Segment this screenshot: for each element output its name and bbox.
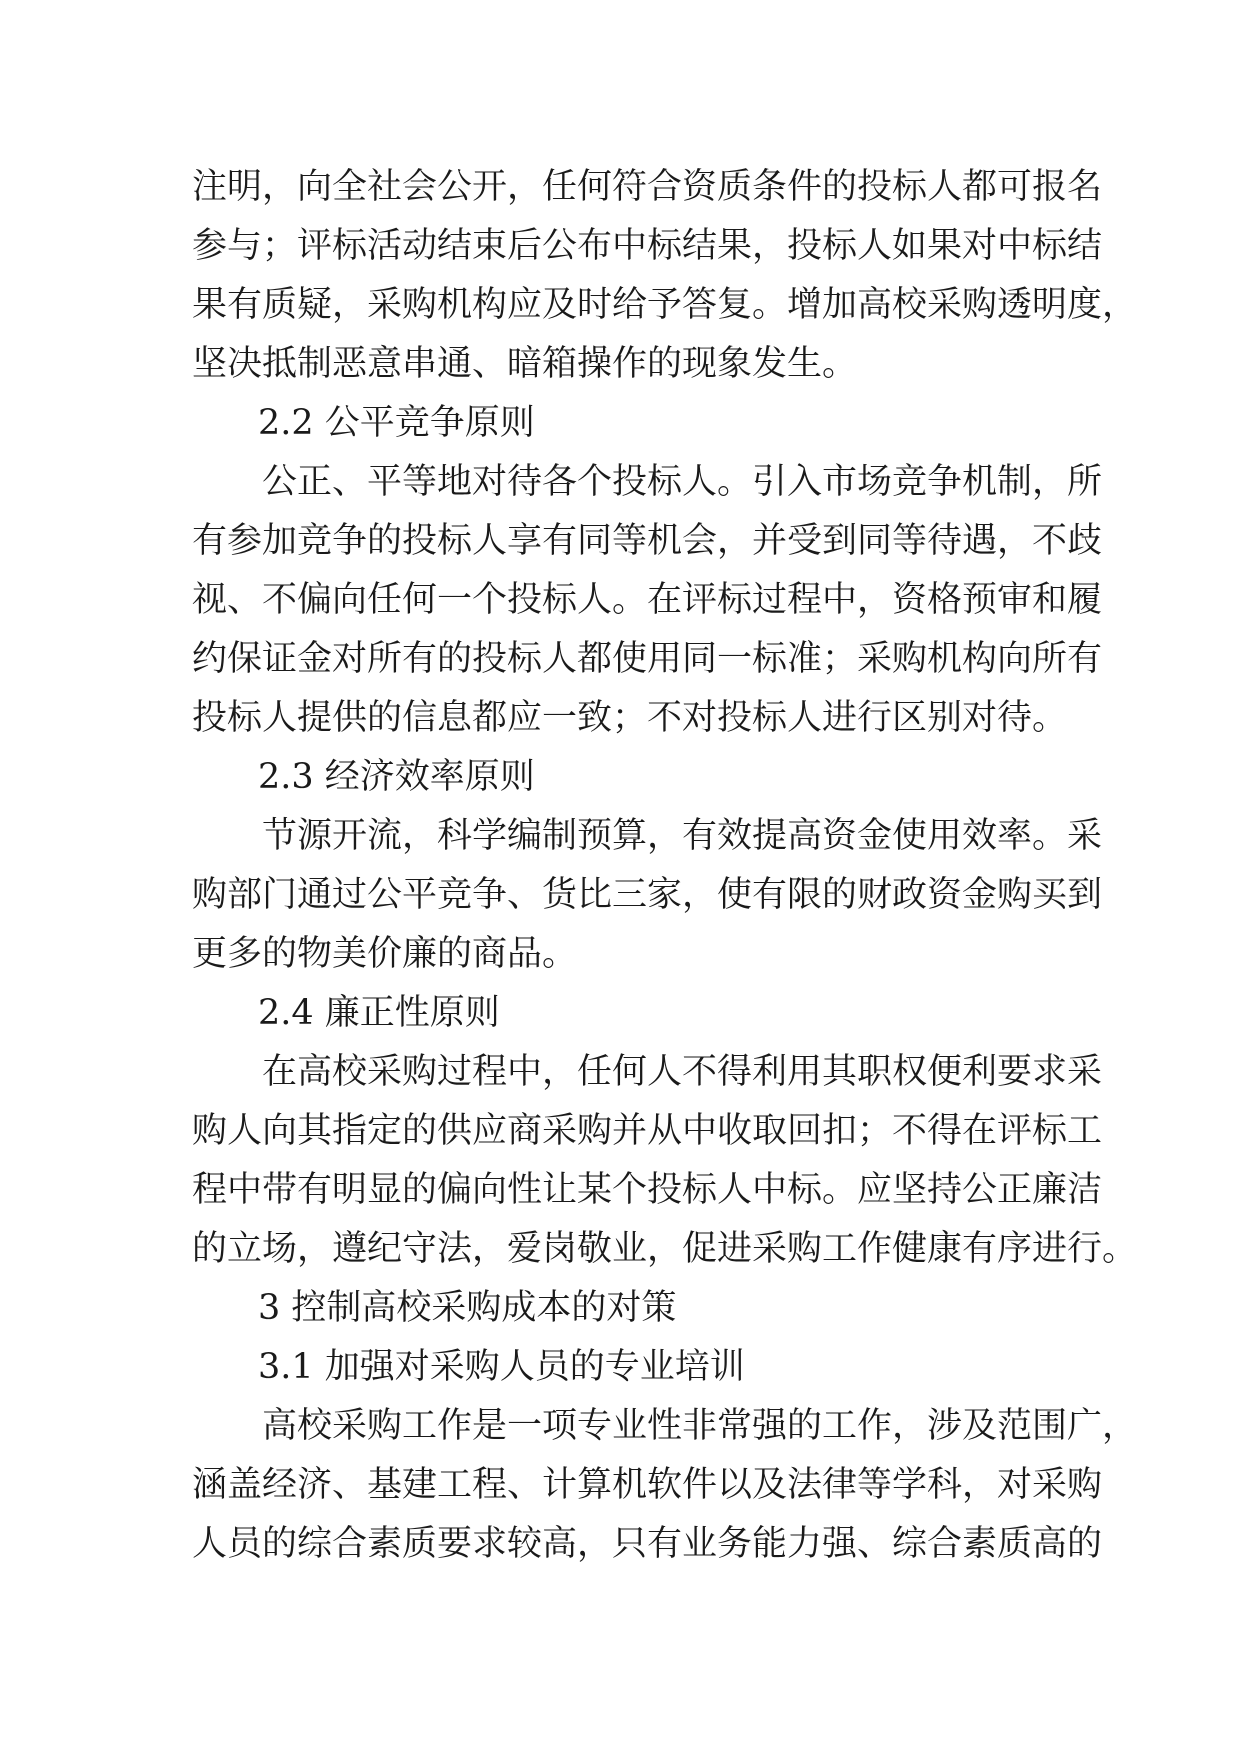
paragraph-line: 更多的物美价廉的商品。	[192, 934, 578, 974]
section-heading: 2.4 廉正性原则	[258, 993, 500, 1033]
document-page	[192, 158, 1138, 1574]
paragraph-line: 高校采购工作是一项专业性非常强的工作，涉及范围广，	[262, 1406, 1138, 1446]
paragraph-line: 注明，向全社会公开，任何符合资质条件的投标人都可报名	[192, 167, 1103, 207]
paragraph-line: 程中带有明显的偏向性让某个投标人中标。应坚持公正廉洁	[192, 1170, 1103, 1210]
paragraph-line: 果有质疑，采购机构应及时给予答复。增加高校采购透明度，	[192, 285, 1138, 325]
paragraph-line: 有参加竞争的投标人享有同等机会，并受到同等待遇，不歧	[192, 521, 1103, 561]
paragraph-line: 节源开流，科学编制预算，有效提高资金使用效率。采	[262, 816, 1103, 856]
paragraph-line: 购部门通过公平竞争、货比三家，使有限的财政资金购买到	[192, 875, 1103, 915]
paragraph-line: 视、不偏向任何一个投标人。在评标过程中，资格预审和履	[192, 580, 1103, 620]
section-heading: 3 控制高校采购成本的对策	[258, 1288, 677, 1328]
paragraph-line: 购人向其指定的供应商采购并从中收取回扣；不得在评标工	[192, 1111, 1103, 1151]
section-heading: 2.2 公平竞争原则	[258, 403, 535, 443]
paragraph-line: 参与；评标活动结束后公布中标结果，投标人如果对中标结	[192, 226, 1103, 266]
paragraph-line: 约保证金对所有的投标人都使用同一标准；采购机构向所有	[192, 639, 1103, 679]
paragraph-line: 投标人提供的信息都应一致；不对投标人进行区别对待。	[192, 698, 1068, 738]
paragraph-line: 在高校采购过程中，任何人不得利用其职权便利要求采	[262, 1052, 1103, 1092]
paragraph-line: 的立场，遵纪守法，爱岗敬业，促进采购工作健康有序进行。	[192, 1229, 1138, 1269]
section-heading: 2.3 经济效率原则	[258, 757, 535, 797]
paragraph-line: 涵盖经济、基建工程、计算机软件以及法律等学科，对采购	[192, 1465, 1103, 1505]
section-heading: 3.1 加强对采购人员的专业培训	[258, 1347, 745, 1387]
paragraph-line: 人员的综合素质要求较高，只有业务能力强、综合素质高的	[192, 1524, 1103, 1564]
paragraph-line: 公正、平等地对待各个投标人。引入市场竞争机制，所	[262, 462, 1103, 502]
paragraph-line: 坚决抵制恶意串通、暗箱操作的现象发生。	[192, 344, 858, 384]
